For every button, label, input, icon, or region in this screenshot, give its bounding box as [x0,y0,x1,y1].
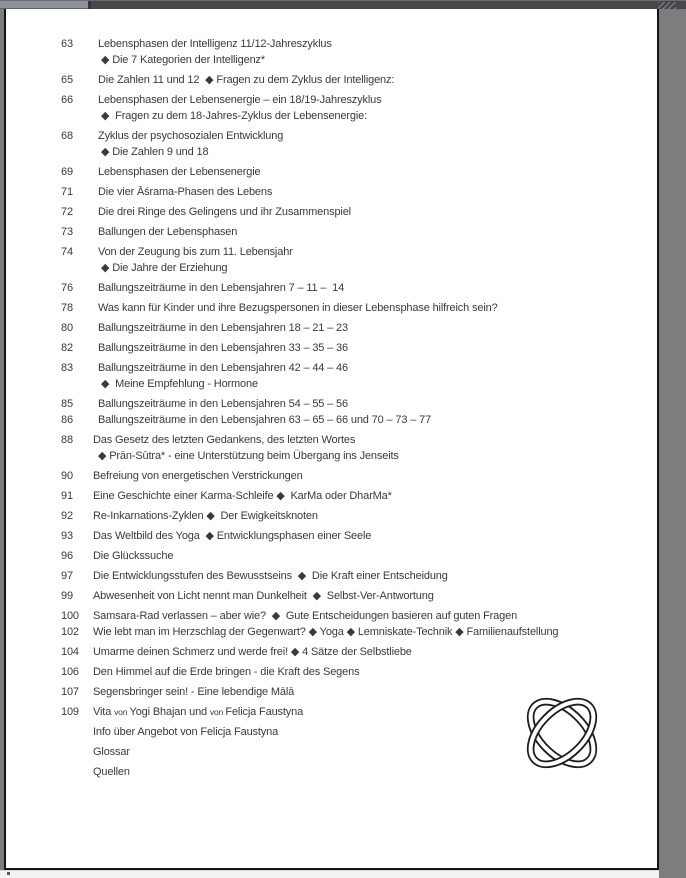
toc-page-number: 109 [61,706,79,718]
toc-page-number: 83 [61,362,73,374]
scrollbar-notch [88,1,91,9]
toc-row [61,128,647,144]
toc-entry-text: ◆ Die Jahre der Erziehung [101,262,228,274]
toc-entry-text: Wie lebt man im Herzschlag der Gegenwart? ◆ Yoga ◆ Lemniskate-Technik ◆ Familienaufstellung [93,626,559,638]
toc-page-number: 102 [61,626,79,638]
toc-row [61,608,647,624]
toc-entry-text: Abwesenheit von Licht nennt man Dunkelheit ◆ Selbst-Ver-Antwortung [93,590,434,602]
toc-row [61,376,647,392]
toc-page-number: 106 [61,666,79,678]
toc-entry-text: Die Entwicklungsstufen des Bewusstseins ◆ Die Kraft einer Entscheidung [93,570,448,582]
toc-entry-text: Das Gesetz des letzten Gedankens, des letzten Wortes [93,434,356,446]
toc-entry-text: Zyklus der psychosozialen Entwicklung [98,130,284,142]
toc-entry-text: Ballungszeiträume in den Lebensjahren 54 – 55 – 56 [98,398,348,410]
toc-entry-text: Die Glückssuche [93,550,174,562]
toc-page-number: 80 [61,322,73,334]
toc-entry-text: Ballungszeiträume in den Lebensjahren 7 – 11 – 14 [98,282,345,294]
toc-row [61,36,647,52]
toc-page-number: 63 [61,38,73,50]
toc-list [6,9,657,780]
toc-page-number: 85 [61,398,73,410]
toc-row [61,280,647,296]
toc-page-number: 96 [61,550,73,562]
toc-row [61,624,647,640]
toc-row [61,108,647,124]
toc-row [61,260,647,276]
toc-entry-text: Umarme deinen Schmerz und werde frei! ◆ 4 Sätze der Selbstliebe [93,646,412,658]
resize-gripper-icon[interactable] [658,2,676,9]
toc-page-number: 104 [61,646,79,658]
toc-entry-text: Was kann für Kinder und ihre Bezugspersonen in dieser Lebensphase hilfreich sein? [98,302,498,314]
toc-text-segment: von [209,707,226,717]
toc-entry-text: Glossar [93,746,130,758]
toc-entry-text: Von der Zeugung bis zum 11. Lebensjahr [98,246,293,258]
toc-entry-text: Quellen [93,766,130,778]
toc-page-number [61,724,93,740]
toc-entry-text: Die vier Āśrama-Phasen des Lebens [98,186,273,198]
toc-row [61,488,647,504]
toc-row [61,588,647,604]
toc-entry-text: ◆ Fragen zu dem 18-Jahres-Zyklus der Lebensenergie: [101,110,368,122]
toc-entry-text [93,704,303,720]
toc-row [61,204,647,220]
toc-entry-text: Ballungszeiträume in den Lebensjahren 18 – 21 – 23 [98,322,348,334]
toc-entry-text: Lebensphasen der Lebensenergie [98,166,261,178]
toc-page-number: 86 [61,414,73,426]
toc-row [61,548,647,564]
toc-page-number: 68 [61,130,73,142]
toc-entry-text: Die Zahlen 11 und 12 ◆ Fragen zu dem Zyklus der Intelligenz: [98,74,395,86]
toc-row [61,528,647,544]
page-corner-mark [7,872,10,875]
toc-row [61,644,647,660]
toc-page-number: 65 [61,74,73,86]
toc-text-segment: Yogi Bhajan und [129,706,210,718]
eternity-knot-logo [514,684,610,782]
scrollbar-thumb[interactable] [0,1,88,9]
toc-row [61,144,647,160]
toc-text-segment: von [114,707,130,717]
toc-row [61,164,647,180]
toc-entry-text: ◆ Meine Empfehlung - Hormone [101,378,258,390]
toc-entry-text: Lebensphasen der Intelligenz 11/12-Jahreszyklus [98,38,332,50]
toc-entry-text: Das Weltbild des Yoga ◆ Entwicklungsphasen einer Seele [93,530,372,542]
toc-entry-text: Den Himmel auf die Erde bringen - die Kraft des Segens [93,666,360,678]
toc-entry-text: Re-Inkarnations-Zyklen ◆ Der Ewigkeitsknoten [93,510,318,522]
toc-page-number: 72 [61,206,73,218]
toc-text-segment: Felicja Faustyna [225,706,304,718]
toc-page-number: 73 [61,226,73,238]
toc-page-number: 91 [61,490,73,502]
toc-page-number [61,764,93,780]
horizontal-scrollbar[interactable] [0,0,686,9]
toc-entry-text: Ballungen der Lebensphasen [98,226,238,238]
toc-entry-text: Befreiung von energetischen Verstrickungen [93,470,303,482]
toc-entry-text: Ballungszeiträume in den Lebensjahren 42 – 44 – 46 [98,362,348,374]
toc-row [61,432,647,448]
toc-row [61,468,647,484]
toc-row [61,664,647,680]
toc-page-number [61,744,93,760]
toc-row [61,412,647,428]
toc-row [61,72,647,88]
toc-entry-text: Ballungszeiträume in den Lebensjahren 63 – 65 – 66 und 70 – 73 – 77 [98,414,432,426]
toc-page-number: 107 [61,686,79,698]
toc-page-number: 74 [61,246,73,258]
toc-page-number: 71 [61,186,73,198]
toc-row [61,448,647,464]
toc-page-number: 92 [61,510,73,522]
toc-entry-text: ◆ Prān-Sūtra* - eine Unterstützung beim Übergang ins Jenseits [98,450,399,462]
toc-row [61,508,647,524]
toc-row [61,568,647,584]
toc-page-number: 78 [61,302,73,314]
toc-entry-text: Segensbringer sein! - Eine lebendige Mālā [93,686,295,698]
toc-entry-text: Lebensphasen der Lebensenergie – ein 18/19-Jahreszyklus [98,94,382,106]
toc-page-number: 88 [61,434,73,446]
toc-text-segment: Vita [93,706,115,718]
toc-page-number: 82 [61,342,73,354]
toc-entry-text: ◆ Die 7 Kategorien der Intelligenz* [101,54,266,66]
toc-entry-text: Die drei Ringe des Gelingens und ihr Zusammenspiel [98,206,351,218]
toc-page-number: 90 [61,470,73,482]
toc-page-number: 100 [61,610,79,622]
toc-row [61,396,647,412]
toc-entry-text: Ballungszeiträume in den Lebensjahren 33 – 35 – 36 [98,342,348,354]
toc-page-number: 66 [61,94,73,106]
toc-entry-text: ◆ Die Zahlen 9 und 18 [101,146,209,158]
bottom-strip [0,870,659,878]
toc-row [61,52,647,68]
toc-row [61,300,647,316]
right-margin-strip [659,9,686,878]
toc-entry-text: Samsara-Rad verlassen – aber wie? ◆ Gute Entscheidungen basieren auf guten Fragen [93,610,518,622]
toc-page-number: 97 [61,570,73,582]
toc-row [61,244,647,260]
toc-page-number: 93 [61,530,73,542]
toc-row [61,340,647,356]
toc-row [61,320,647,336]
toc-row [61,184,647,200]
toc-entry-text: Eine Geschichte einer Karma-Schleife ◆ KarMa oder DharMa* [93,490,392,502]
toc-page-number: 69 [61,166,73,178]
toc-row [61,92,647,108]
toc-entry-text: Info über Angebot von Felicja Faustyna [93,726,279,738]
toc-row [61,224,647,240]
toc-page-number: 99 [61,590,73,602]
toc-row [61,360,647,376]
toc-page-number: 76 [61,282,73,294]
